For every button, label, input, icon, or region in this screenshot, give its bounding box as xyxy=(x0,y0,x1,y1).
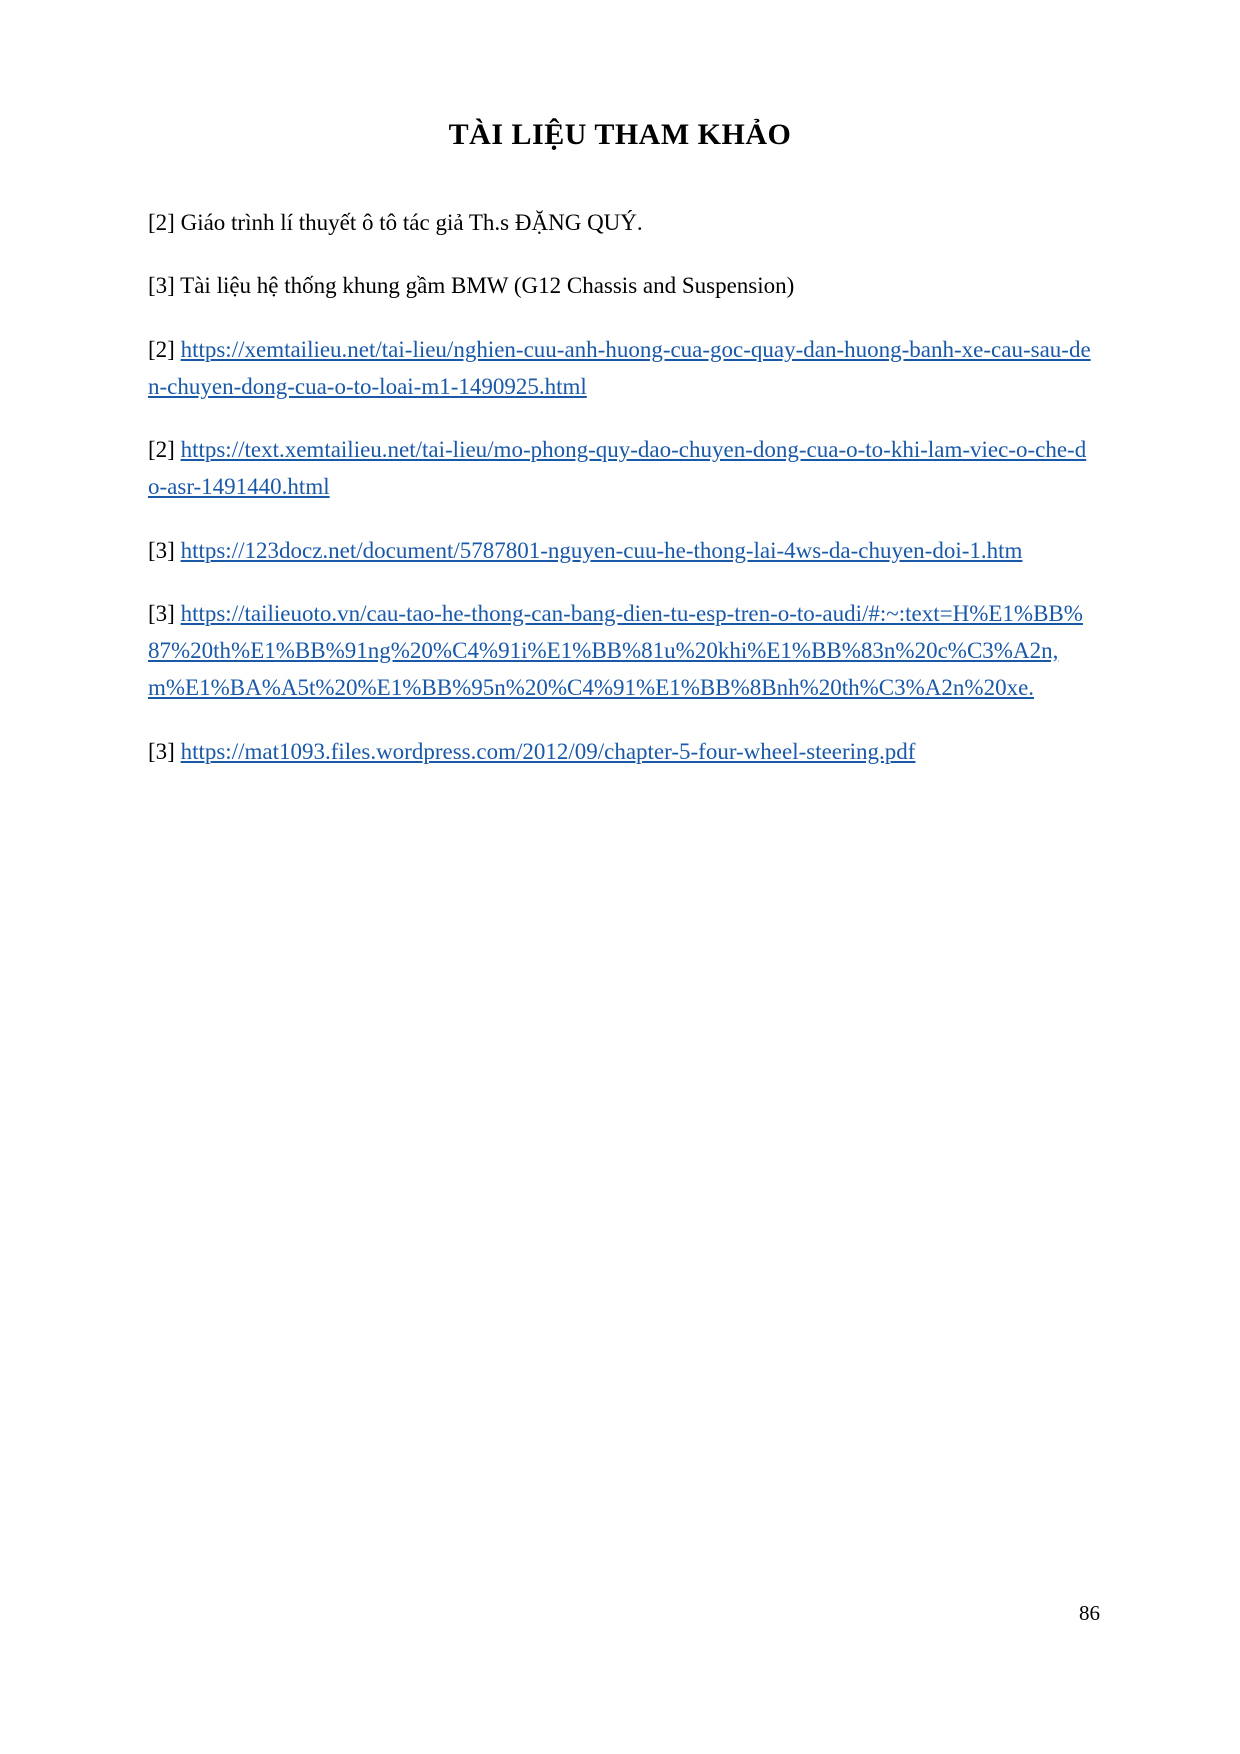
reference-link[interactable]: https://123docz.net/document/5787801-nguyen-cuu-he-thong-lai-4ws-da-chuyen-doi-1.htm xyxy=(180,537,1023,563)
reference-text: Giáo trình lí thuyết ô tô tác giả Th.s ĐẶNG QUÝ. xyxy=(180,210,643,235)
reference-link[interactable]: https://mat1093.files.wordpress.com/2012/09/chapter-5-four-wheel-steering.pdf xyxy=(180,738,916,764)
reference-link[interactable]: https://text.xemtailieu.net/tai-lieu/mo-phong-quy-dao-chuyen-dong-cua-o-to-khi-lam-viec-o-che-do-asr-1491440.html xyxy=(148,437,1087,500)
reference-list-container xyxy=(148,118,1092,796)
reference-item xyxy=(148,595,1092,707)
page-number: 86 xyxy=(1079,1601,1100,1625)
reference-marker: [3] xyxy=(148,738,175,764)
reference-marker: [3] xyxy=(148,537,175,563)
reference-link[interactable]: https://tailieuoto.vn/cau-tao-he-thong-can-bang-dien-tu-esp-tren-o-to-audi/#:~:text=H%E1%BB%87%20th%E1%BB%91ng%20%C4%91i%E1%BB%81u%20khi%E1%BB%83n%20c%C3%A2n,m%E1%BA%A5t%20%E1%BB%95n%20%C4%91%E1%BB%8Bnh%20th%C3%A2n%20xe. xyxy=(148,600,1083,701)
reference-item xyxy=(148,267,1092,304)
reference-marker: [3] xyxy=(148,600,175,626)
reference-item xyxy=(148,532,1092,569)
reference-marker: [2] xyxy=(148,437,175,462)
reference-item xyxy=(148,204,1092,241)
reference-item xyxy=(148,331,1092,406)
reference-item xyxy=(148,431,1092,506)
reference-marker: [3] xyxy=(148,273,175,299)
reference-marker: [2] xyxy=(148,210,175,235)
reference-text: Tài liệu hệ thống khung gầm BMW (G12 Chassis and Suspension) xyxy=(180,273,795,299)
reference-marker: [2] xyxy=(148,336,175,362)
reference-link[interactable]: https://xemtailieu.net/tai-lieu/nghien-cuu-anh-huong-cua-goc-quay-dan-huong-banh-xe-cau-sau-den-chuyen-dong-cua-o-to-loai-m1-1490925.html xyxy=(148,336,1091,399)
reference-item xyxy=(148,733,1092,770)
page-title: TÀI LIỆU THAM KHẢO xyxy=(448,118,792,151)
